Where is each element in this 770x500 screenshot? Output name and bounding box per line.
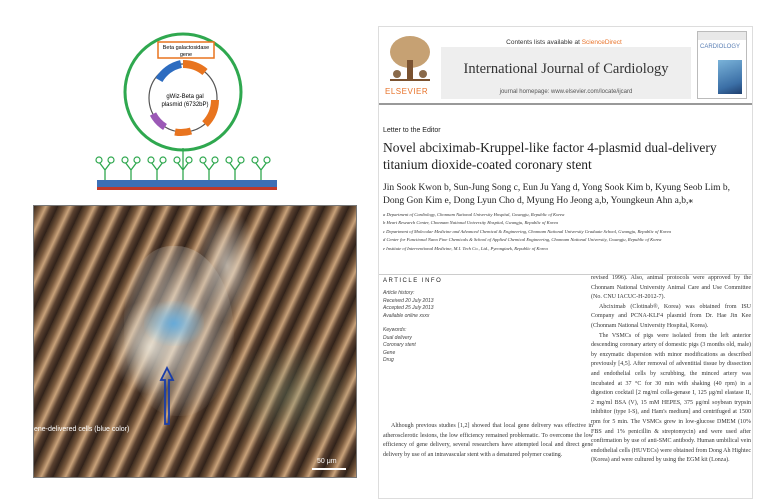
scale-bar bbox=[312, 468, 346, 470]
contents-line bbox=[449, 39, 679, 46]
micrograph-image bbox=[33, 205, 357, 478]
keyword: Drug bbox=[383, 357, 394, 363]
history-label: Article history: bbox=[383, 290, 415, 296]
cover-title: CARDIOLOGY bbox=[700, 44, 741, 50]
substrate-bottom bbox=[97, 187, 277, 190]
affiliations bbox=[383, 211, 748, 253]
gene-label-line2: gene bbox=[179, 52, 193, 58]
affiliation: d Center for Functional Nano Fine Chemicals & School of Applied Chemical Engineering, Chonnam National University, Gwangju, Republic of Korea bbox=[383, 237, 662, 243]
journal-cover bbox=[697, 31, 747, 99]
plasmid-figure bbox=[95, 30, 295, 200]
linker-array bbox=[99, 148, 267, 180]
affiliation: c Department of Molecular Medicine and Advanced Chemical & Engineering, Chonnam National University Graduate School, Gwangju, Republic of Korea bbox=[383, 228, 671, 234]
keywords-label: Keywords: bbox=[383, 327, 407, 333]
journal-header bbox=[379, 27, 752, 105]
gene-segment-bottom bbox=[175, 131, 191, 133]
plasmid-label-line2: plasmid (6732bP) bbox=[161, 102, 209, 108]
sciencedirect-link[interactable]: ScienceDirect bbox=[581, 39, 622, 46]
body-paragraph: The VSMCs of pigs were isolated from the left anterior descending coronary artery of domestic pigs (3 months old, male) by enzymatic dispersion with minor modifications as described previously [4,5]. After removal of adventitial tissue by dissection and endothelial cells by scrubbing, the minced artery was incubated at 37 °C for 30 min with shaking (40 rpm) in a digestion cocktail [2 mg/ml colla-genase I, 125 μg/ml elastase II, 2 mg/ml BSA (V), 15 mM HEPES, 375 μg/ml soybean trypsin inhibitor (type I-S), and Ham's medium] and centrifuged at 1500 rpm for 5 min. The VSMCs grew in low-glucose DMEM (10% FBS and 1% penicillin & streptomycin) and were used after confirmation by use of anti-SMC antibody. Human umbilical vein endothelial cells (HUVECs) were obtained from Dong Ah Hightec (Korea) and were cultured by using the EGM kit (Lonza). bbox=[591, 332, 751, 464]
affiliation: b Heart Research Center, Chonnam National University Hospital, Gwangju, Republic of Korea bbox=[383, 220, 558, 226]
cover-image bbox=[718, 60, 742, 94]
body-paragraph: Although previous studies [1,2] showed that local gene delivery was effective in atherosclerotic lesions, the low efficiency remained problematic. To overcome the low efficiency of gene delivery, several researchers have attempted local and direct gene delivery by use of an intravascular stent with a denatured polymer coating. bbox=[383, 423, 593, 458]
keyword: Gene bbox=[383, 349, 396, 356]
article-section: Letter to the Editor bbox=[383, 127, 441, 134]
contents-prefix: Contents lists available at bbox=[506, 39, 580, 46]
scale-bar-text: 50 μm bbox=[317, 458, 337, 465]
substrate-top bbox=[97, 180, 277, 187]
blue-stain-region bbox=[144, 301, 204, 346]
article-info bbox=[383, 290, 493, 365]
article-page bbox=[378, 26, 753, 499]
accepted-date: Accepted 25 July 2013 bbox=[383, 305, 434, 311]
journal-homepage[interactable]: journal homepage: www.elsevier.com/locate/ijcard bbox=[499, 89, 633, 95]
author-list: Jin Sook Kwon b, Sun-Jung Song c, Eun Ju Yang d, Yong Sook Kim b, Kyung Seob Lim b, Dong Gon Kim e, Dong Lyun Cho d, Myung Ho Jeong a,b, Youngkeun Ahn a,b,⁎ bbox=[383, 183, 731, 206]
up-arrow-icon bbox=[159, 366, 175, 426]
online-date: Available online xxxx bbox=[383, 312, 430, 319]
body-text-right bbox=[591, 274, 751, 466]
article-title: Novel abciximab-Kruppel-like factor 4-plasmid dual-delivery titanium dioxide-coated coronary stent bbox=[383, 140, 717, 172]
affiliation: a Department of Cardiology, Chonnam National University Hospital, Gwangju, Republic of Korea bbox=[383, 212, 565, 217]
journal-title: International Journal of Cardiology bbox=[463, 61, 669, 77]
micrograph-label: ene-delivered cells (blue color) bbox=[34, 426, 130, 433]
plasmid-diagram-svg bbox=[95, 30, 295, 200]
keyword: Dual delivery bbox=[383, 334, 412, 341]
body-paragraph: revised 1996). Also, animal protocols were approved by the Chonnam National University Animal Care and Use Committee (No. CNU IACUC-H-2012-7). bbox=[591, 275, 751, 301]
received-date: Received 20 July 2013 bbox=[383, 297, 434, 304]
gene-label-line1: Beta galactosidase bbox=[162, 45, 210, 51]
body-paragraph: Abciximab (Clotinab®, Korea) was obtained from ISU Company and PCNA-KLF4 plasmid from Dr. Hae Jin Kee (Chonnam National University Hospital, Korea). bbox=[591, 303, 751, 329]
keyword: Coronary stent bbox=[383, 342, 416, 348]
publisher-name: ELSEVIER bbox=[385, 87, 429, 96]
elsevier-tree-logo bbox=[385, 32, 435, 86]
article-info-heading: ARTICLE INFO bbox=[383, 278, 443, 284]
body-text-left bbox=[383, 422, 593, 460]
affiliation: e Institute of Interventional Medicine, M.I. Tech Co., Ltd., Pyeongtaek, Republic of Korea bbox=[383, 245, 548, 251]
plasmid-label-line1: gWiz-Beta gal bbox=[166, 94, 204, 100]
